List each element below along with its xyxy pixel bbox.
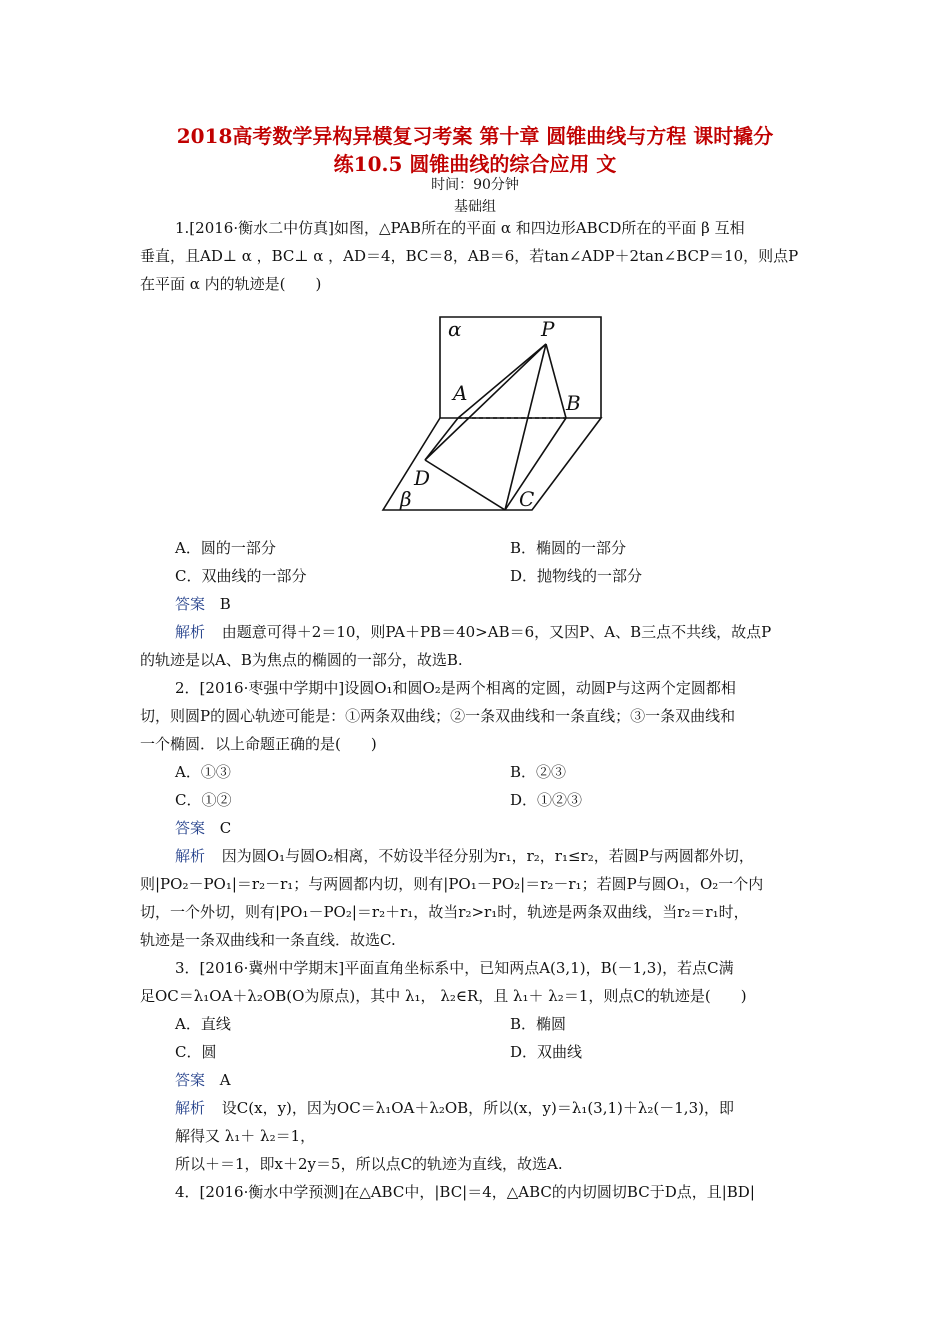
time-limit: 时间：90分钟: [431, 177, 519, 193]
edge-DC: [425, 460, 505, 510]
label-B: B: [566, 391, 581, 415]
q3-option-d: D．双曲线: [510, 1043, 583, 1061]
answer-value: A: [219, 1071, 231, 1089]
q2-option-a: A．①③: [175, 763, 231, 781]
edge-PD: [425, 344, 546, 460]
q3-line-2: 足OC＝λ₁OA＋λ₂OB(O为原点)，其中 λ₁， λ₂∈R，且 λ₁＋ λ₂＝1，则点C的轨迹是( ): [140, 987, 747, 1005]
q2-line-3: 一个椭圆．以上命题正确的是( ): [140, 735, 377, 753]
q1-line-2: 垂直，且AD⊥ α ，BC⊥ α ，AD＝4，BC＝8，AB＝6，若tan∠ADP＋2tan∠BCP＝10，则点P: [140, 247, 799, 265]
q3-option-b: B．椭圆: [510, 1015, 567, 1033]
q2-line-1: 2．[2016·枣强中学期中]设圆O₁和圆O₂是两个相离的定圆，动圆P与这两个定圆都相: [175, 679, 736, 697]
q2-line-2: 切，则圆P的圆心轨迹可能是：①两条双曲线；②一条双曲线和一条直线；③一条双曲线和: [140, 707, 736, 725]
group-heading: 基础组: [454, 199, 496, 215]
q3-explanation-3: 所以＋＝1，即x＋2y＝5，所以点C的轨迹为直线，故选A.: [175, 1155, 563, 1173]
q2-answer: [175, 817, 231, 838]
edge-PB: [546, 344, 566, 418]
q1-option-d: D．抛物线的一部分: [510, 567, 643, 585]
q2-explanation-2: 则|PO₂－PO₁|＝r₂－r₁；与两圆都内切，则有|PO₁－PO₂|＝r₂－r₁；若圆P与圆O₁，O₂一个内: [140, 875, 764, 893]
label-P: P: [541, 317, 555, 341]
plane-beta: [383, 418, 601, 510]
title-line-2: 练10.5 圆锥曲线的综合应用 文: [333, 152, 617, 176]
q1-explanation-1: [175, 621, 771, 642]
explanation-label: 解析: [175, 847, 206, 865]
explanation-text: 因为圆O₁与圆O₂相离，不妨设半径分别为r₁，r₂，r₁≤r₂，若圆P与两圆都外切，: [221, 847, 754, 865]
q1-line-3: 在平面 α 内的轨迹是( ): [140, 275, 322, 293]
title-line-1: 2018高考数学异构异模复习考案 第十章 圆锥曲线与方程 课时撬分: [176, 124, 774, 148]
edge-PC: [505, 344, 546, 510]
answer-label: 答案: [175, 819, 206, 837]
q2-explanation-1: [175, 845, 754, 866]
q3-line-1: 3．[2016·冀州中学期末]平面直角坐标系中，已知两点A(3,1)，B(－1,3)，若点C满: [175, 959, 734, 977]
q3-explanation-1: [175, 1097, 734, 1118]
q1-explanation-2: 的轨迹是以A、B为焦点的椭圆的一部分，故选B.: [140, 651, 463, 669]
q2-option-c: C．①②: [175, 791, 232, 809]
q1-option-c: C．双曲线的一部分: [175, 567, 307, 585]
geometry-figure: [355, 300, 627, 532]
q3-option-c: C．圆: [175, 1043, 217, 1061]
q1-option-a: A．圆的一部分: [175, 539, 276, 557]
edge-PA: [458, 344, 546, 418]
q1-answer: [175, 593, 231, 614]
label-alpha: α: [448, 317, 462, 341]
label-D: D: [414, 466, 431, 490]
q2-option-b: B．②③: [510, 763, 567, 781]
q2-option-d: D．①②③: [510, 791, 583, 809]
edge-BC: [505, 418, 566, 510]
q1-line-1: 1.[2016·衡水二中仿真]如图，△PAB所在的平面 α 和四边形ABCD所在的平面 β 互相: [175, 219, 745, 237]
q4-line-1: 4．[2016·衡水中学预测]在△ABC中，|BC|＝4，△ABC的内切圆切BC于D点，且|BD|: [175, 1183, 755, 1201]
q3-explanation-2: 解得又 λ₁＋ λ₂＝1，: [175, 1127, 316, 1145]
label-C: C: [519, 487, 535, 511]
answer-value: C: [219, 819, 232, 837]
explanation-label: 解析: [175, 623, 206, 641]
explanation-label: 解析: [175, 1099, 206, 1117]
explanation-text: 设C(x，y)，因为OC＝λ₁OA＋λ₂OB，所以(x，y)＝λ₁(3,1)＋λ₂(－1,3)，即: [221, 1099, 734, 1117]
answer-label: 答案: [175, 595, 206, 613]
q1-option-b: B．椭圆的一部分: [510, 539, 627, 557]
explanation-text: 由题意可得＋2＝10，则PA＋PB＝40>AB＝6，又因P、A、B三点不共线，故点P: [221, 623, 772, 641]
q3-answer: [175, 1069, 231, 1090]
label-beta: β: [400, 487, 412, 511]
q2-explanation-3: 切，一个外切，则有|PO₁－PO₂|＝r₂＋r₁，故当r₂>r₁时，轨迹是两条双曲线，当r₂＝r₁时，: [140, 903, 749, 921]
q2-explanation-4: 轨迹是一条双曲线和一条直线．故选C.: [140, 931, 396, 949]
edge-AD: [425, 418, 458, 460]
q3-option-a: A．直线: [175, 1015, 231, 1033]
label-A: A: [453, 381, 468, 405]
answer-value: B: [219, 595, 231, 613]
answer-label: 答案: [175, 1071, 206, 1089]
